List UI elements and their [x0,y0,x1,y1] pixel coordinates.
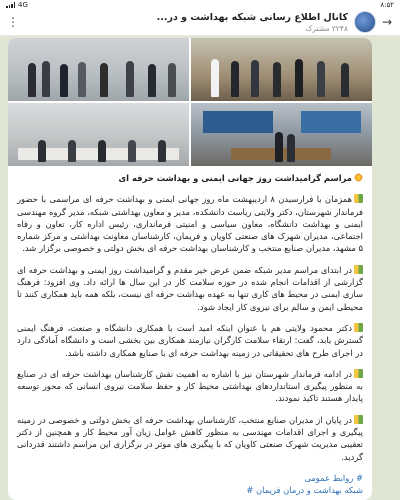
flag-square-icon [354,415,363,424]
message-bubble [8,38,372,500]
status-left [6,1,28,9]
kebab-menu-icon[interactable]: ⋮ [7,15,19,29]
status-bar [0,0,400,9]
post-paragraph-4 [17,368,363,405]
post-title: مراسم گرامیداشت روز جهانی ایمنی و بهداشت حرفه ای [118,173,352,183]
flag-square-icon [354,369,363,378]
flag-square-icon [354,194,363,203]
paragraph-1-text: همزمان با فرارسیدن ۸ اردیبهشت ماه روز جهانی ایمنی و بهداشت حرفه ای مراسمی با حضور فرماندار شهرستان، دکتر ولایتی ریاست دانشکده، مدیر و معاون بهداشتی شبکه، مدیر گروه مهندسی ایمنی و بهداشت دانشگاه، معاون سیاسی و امنیتی فرمانداری، رئیس اداره کار، تعاون و رفاه اجتماعی، مدیران شهرک های صنعتی کاویان و فریمان، کارشناسان معاونت بهداشتی و مرکز شماره ۵ مشهد، مدیران صنایع منتخب و کارشناسان بهداشت حرفه ای بخش دولتی و خصوصی برگزار شد. [17,194,363,254]
post-paragraph-5 [17,414,363,463]
post-paragraph-2 [17,264,363,313]
paragraph-2-text: در ابتدای مراسم مدیر شبکه ضمن عرض خیر مقدم و گرامیداشت روز ایمنی و بهداشت حرفه ای گزارشی از اقدامات انجام شده در حوزه سلامت کار در این سال ها ارائه داد. وی افزود: فرهنگ سازی ایمنی در محیط های کاری تنها به عهده بهداشت حرفه ای نیست، بلکه همه باید همکاری کنند تا محیطی ایمن و سالم برای نیروی کار ایجاد شود. [17,264,363,312]
album-photo-2[interactable] [191,38,372,101]
status-time: ۸:۵۲ [380,0,394,9]
channel-avatar[interactable] [354,11,376,33]
paragraph-4-text: در ادامه فرماندار شهرستان نیز با اشاره به اهمیت نقش کارشناسان بهداشت حرفه ای در صنایع به منظور پیگیری استانداردهای بهداشتی محیط کار و حفظ سلامت نیروی انسانی که محور توسعه پایدار هستند تاکید نمودند. [17,368,363,404]
post-paragraph-1 [17,193,363,254]
photo-album [8,38,372,166]
channel-header [0,9,400,36]
post-paragraph-3 [17,322,363,359]
message-text [8,166,372,497]
flag-square-icon [354,265,363,274]
album-photo-1[interactable] [8,38,189,101]
signal-icon [6,2,15,8]
channel-titles[interactable] [20,12,354,33]
paragraph-3-text: دکتر محمود ولایتی هم با عنوان اینکه امید است با همکاری دانشگاه و صنعت، فرهنگ ایمنی گسترش یابد، گفت: ارتقاء سلامت کارگران نیازمند همکاری بین بخشی است و دانشگاه آمادگی دارد در اجرای طرح های تحقیقاتی در زمینه بهداشت حرفه ای با صنایع همکاری داشته باشد. [17,322,363,358]
hashtags[interactable]: # روابط عمومی شبکه بهداشت و درمان فریمان # [246,472,363,496]
flower-icon [354,173,363,182]
flag-square-icon [354,323,363,332]
post-title-paragraph [17,172,363,184]
channel-subscribers: ۲۲۴۸ مشترک [305,23,348,33]
paragraph-5-text: در پایان از مدیران صنایع منتخب، کارشناسان بهداشت حرفه ای بخش دولتی و خصوصی در زمینه پیگیری و اجرای اقدامات مهندسی به منظور کاهش عوامل زیان آور محیط کار و همچنین از دکتر تعقیبی مدیریت شهرک صنعتی کاویان که با پیگیری های موثر در برگزاری این مراسم داشتند قدردانی گردید. [17,414,363,462]
album-photo-4[interactable] [191,103,372,166]
album-photo-3[interactable] [8,103,189,166]
arrow-right-icon[interactable]: → [381,15,393,29]
network-label: 4G [18,0,28,9]
channel-title: کانال اطلاع رسانی شبکه بهداشت و در... [156,11,348,23]
